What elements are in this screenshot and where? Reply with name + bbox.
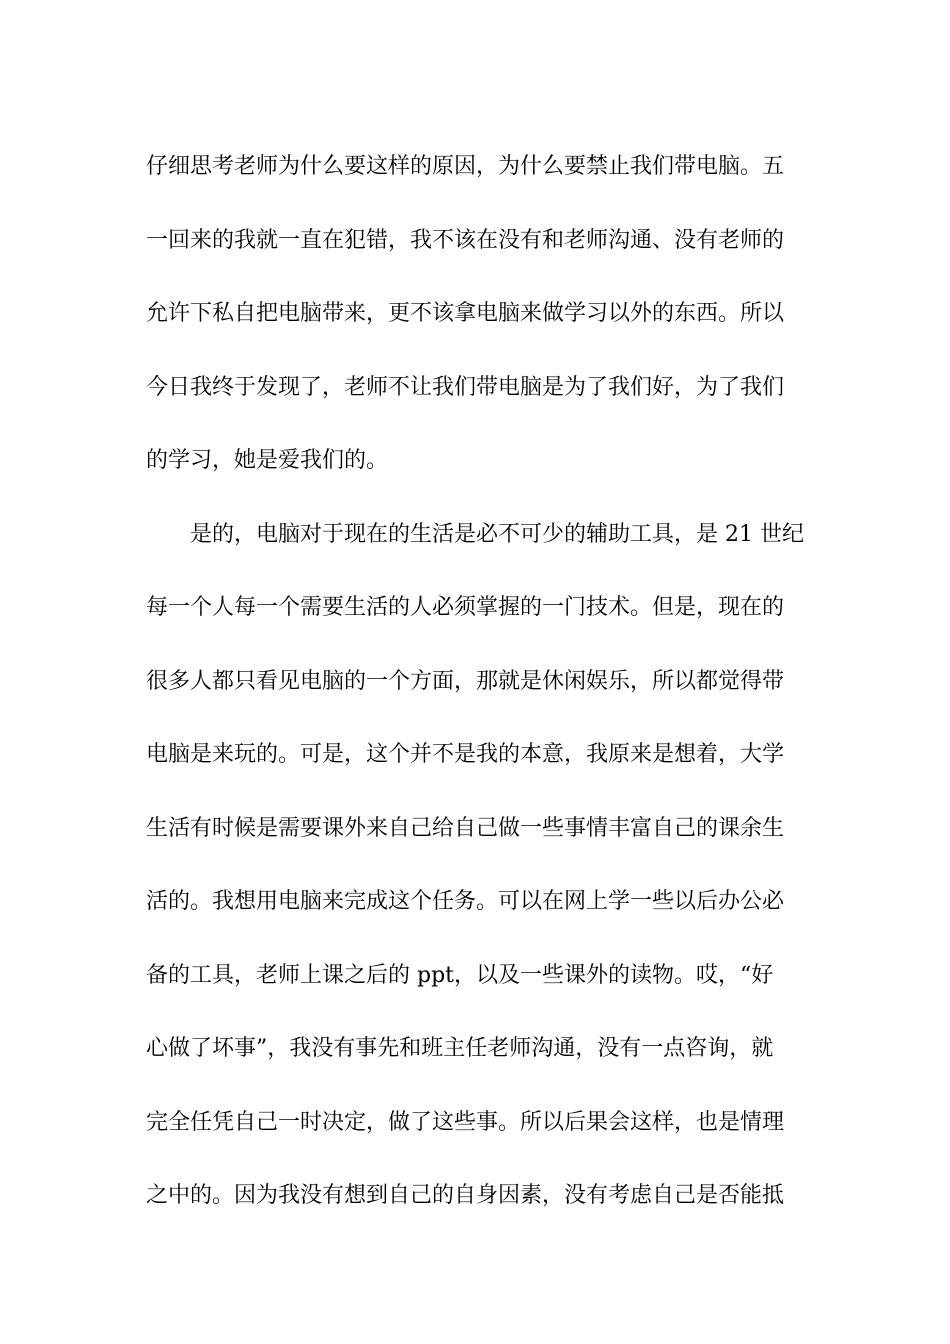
- text-line: 允许下私自把电脑带来，更不该拿电脑来做学习以外的东西。所以: [146, 301, 785, 326]
- text-line: 心做了坏事”，我没有事先和班主任老师沟通，没有一点咨询，就: [146, 1036, 774, 1061]
- text-line: 的学习，她是爱我们的。: [146, 448, 389, 473]
- text-line: 完全任凭自己一时决定，做了这些事。所以后果会这样，也是情理: [146, 1109, 785, 1135]
- text-line: 今日我终于发现了，老师不让我们带电脑是为了我们好，为了我们: [146, 374, 785, 400]
- text-line: 生活有时候是需要课外来自己给自己做一些事情丰富自己的课余生: [146, 815, 785, 841]
- text-line: 很多人都只看见电脑的一个方面，那就是休闲娱乐，所以都觉得带: [146, 668, 785, 694]
- text-line: 仔细思考老师为什么要这样的原因，为什么要禁止我们带电脑。五: [146, 154, 785, 179]
- text-line: 备的工具，老师上课之后的 ppt，以及一些课外的读物。哎，“好: [146, 962, 774, 988]
- text-line: 之中的。因为我没有想到自己的自身因素，没有考虑自己是否能抵: [146, 1183, 785, 1208]
- text-line: 每一个人每一个需要生活的人必须掌握的一门技术。但是，现在的: [146, 595, 785, 620]
- paragraph-start-line: 是的，电脑对于现在的生活是必不可少的辅助工具，是 21 世纪: [190, 521, 804, 547]
- text-line: 一回来的我就一直在犯错，我不该在没有和老师沟通、没有老师的: [146, 227, 785, 253]
- body-text: [146, 130, 808, 1233]
- text-line: 电脑是来玩的。可是，这个并不是我的本意，我原来是想着，大学: [146, 742, 785, 767]
- text-line: 活的。我想用电脑来完成这个任务。可以在网上学一些以后办公必: [146, 889, 785, 914]
